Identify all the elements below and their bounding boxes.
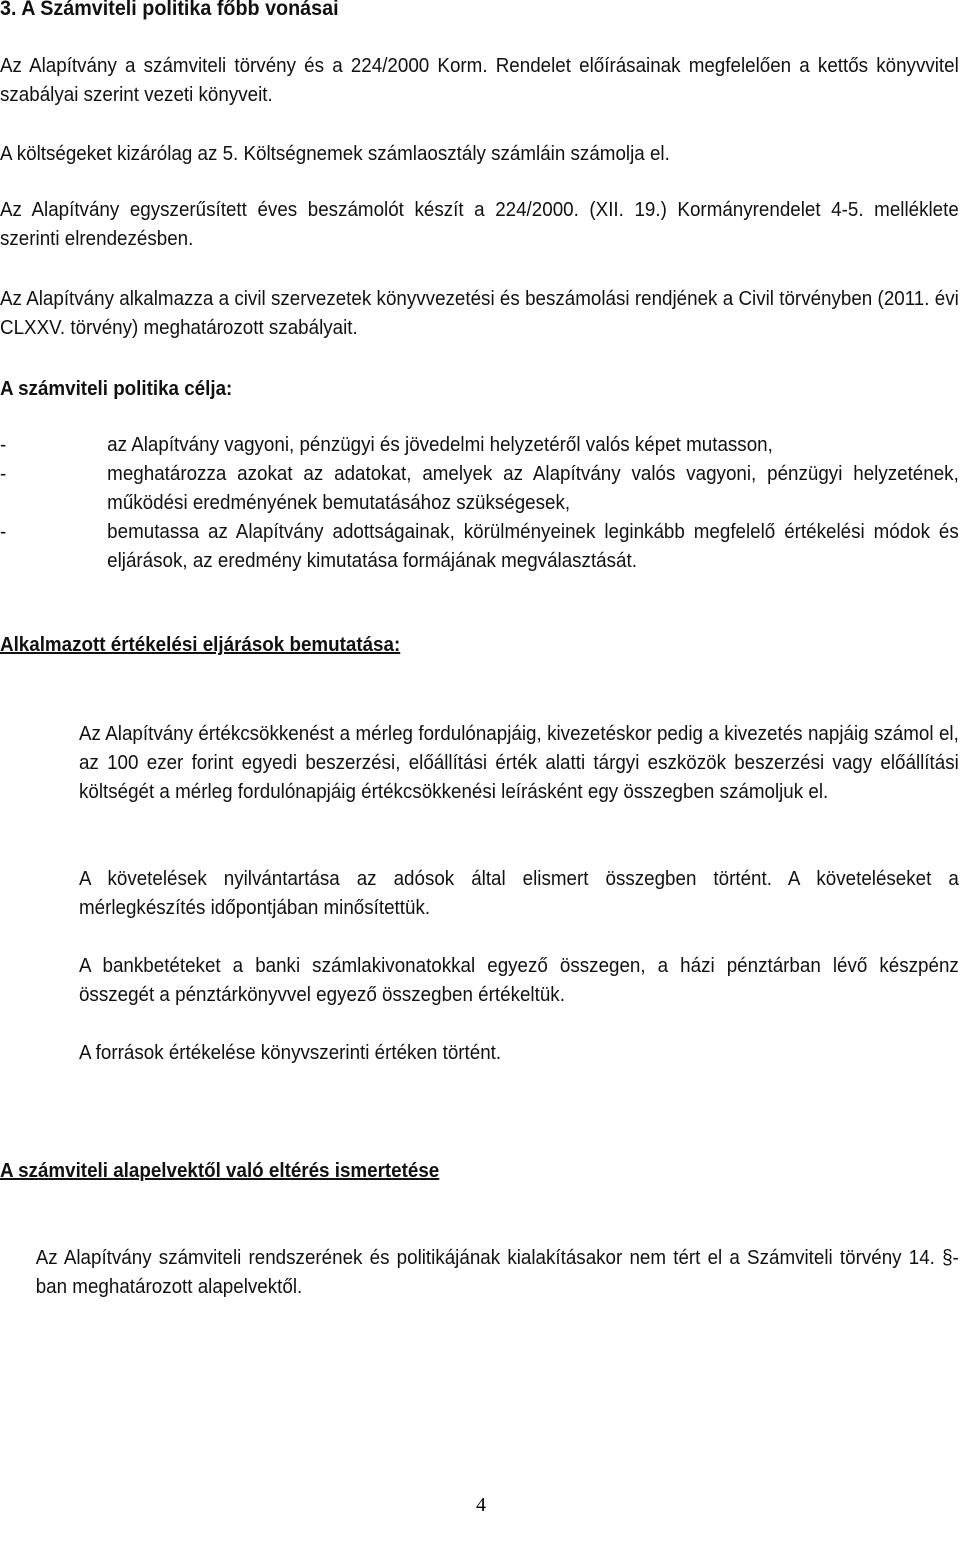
section-heading: 3. A Számviteli politika főbb vonásai — [0, 0, 339, 20]
paragraph-principles: Az Alapítvány számviteli rendszerének és politikájának kialakításakor nem tért el a Számviteli törvény 14. §-ban meghatározott alapelvektől. — [35, 1247, 959, 1298]
paragraph-annual-report: Az Alapítvány egyszerűsített éves beszámolót készít a 224/2000. (XII. 19.) Kormányrendelet 4-5. melléklete szerinti elrendezésben. — [0, 199, 959, 250]
paragraph-liabilities: A források értékelése könyvszerinti értéken történt. — [78, 1042, 502, 1064]
list-item — [0, 460, 959, 518]
paragraph-bank-deposits: A bankbetéteket a banki számlakivonatokkal egyező összegen, a házi pénztárban lévő készpénz összegét a pénztárkönyvvel egyező összegben értékeltük. — [78, 955, 959, 1006]
page-number: 4 — [476, 1494, 486, 1516]
list-item-text: bemutassa az Alapítvány adottságainak, körülményeinek leginkább megfelelő értékelési módok és eljárások, az eredmény kimutatása formájának megválasztását. — [107, 521, 959, 572]
paragraph-double-entry: Az Alapítvány a számviteli törvény és a 224/2000 Korm. Rendelet előírásainak megfelelően a kettős könyvvitel szabályai szerint vezeti könyveit. — [0, 55, 959, 106]
list-dash: - — [0, 521, 7, 543]
paragraph-depreciation: Az Alapítvány értékcsökkenést a mérleg fordulónapjáig, kivezetéskor pedig a kivezetés napjáig számol el, az 100 ezer forint egyedi beszerzési, előállítási érték alatti tárgyi eszközök beszerzési vagy előállítási költségét a mérleg fordulónapjáig értékcsökkenési leírásként egy összegben számoljuk el. — [78, 723, 959, 803]
paragraph-civil-law: Az Alapítvány alkalmazza a civil szervezetek könyvvezetési és beszámolási rendjének a Civil törvényben (2011. évi CLXXV. törvény) meghatározott szabályait. — [0, 288, 959, 339]
list-item — [0, 431, 959, 460]
deviation-section-title: A számviteli alapelvektől való eltérés ismertetése — [0, 1160, 440, 1182]
valuation-section-title: Alkalmazott értékelési eljárások bemutatása: — [0, 634, 401, 656]
goal-section-title: A számviteli politika célja: — [0, 378, 233, 400]
paragraph-receivables: A követelések nyilvántartása az adósok által elismert összegben történt. A követeléseket a mérlegkészítés időpontjában minősítettük. — [78, 868, 959, 919]
paragraph-cost-accounts: A költségeket kizárólag az 5. Költségnemek számlaosztály számláin számolja el. — [0, 143, 670, 165]
list-item-text: az Alapítvány vagyoni, pénzügyi és jövedelmi helyzetéről valós képet mutasson, — [107, 434, 773, 456]
list-dash: - — [0, 434, 7, 456]
list-item-text: meghatározza azokat az adatokat, amelyek az Alapítvány valós vagyoni, pénzügyi helyzetének, működési eredményének bemutatásához szükségesek, — [107, 463, 959, 514]
goal-list — [0, 431, 959, 576]
list-dash: - — [0, 463, 7, 485]
list-item — [0, 518, 959, 576]
